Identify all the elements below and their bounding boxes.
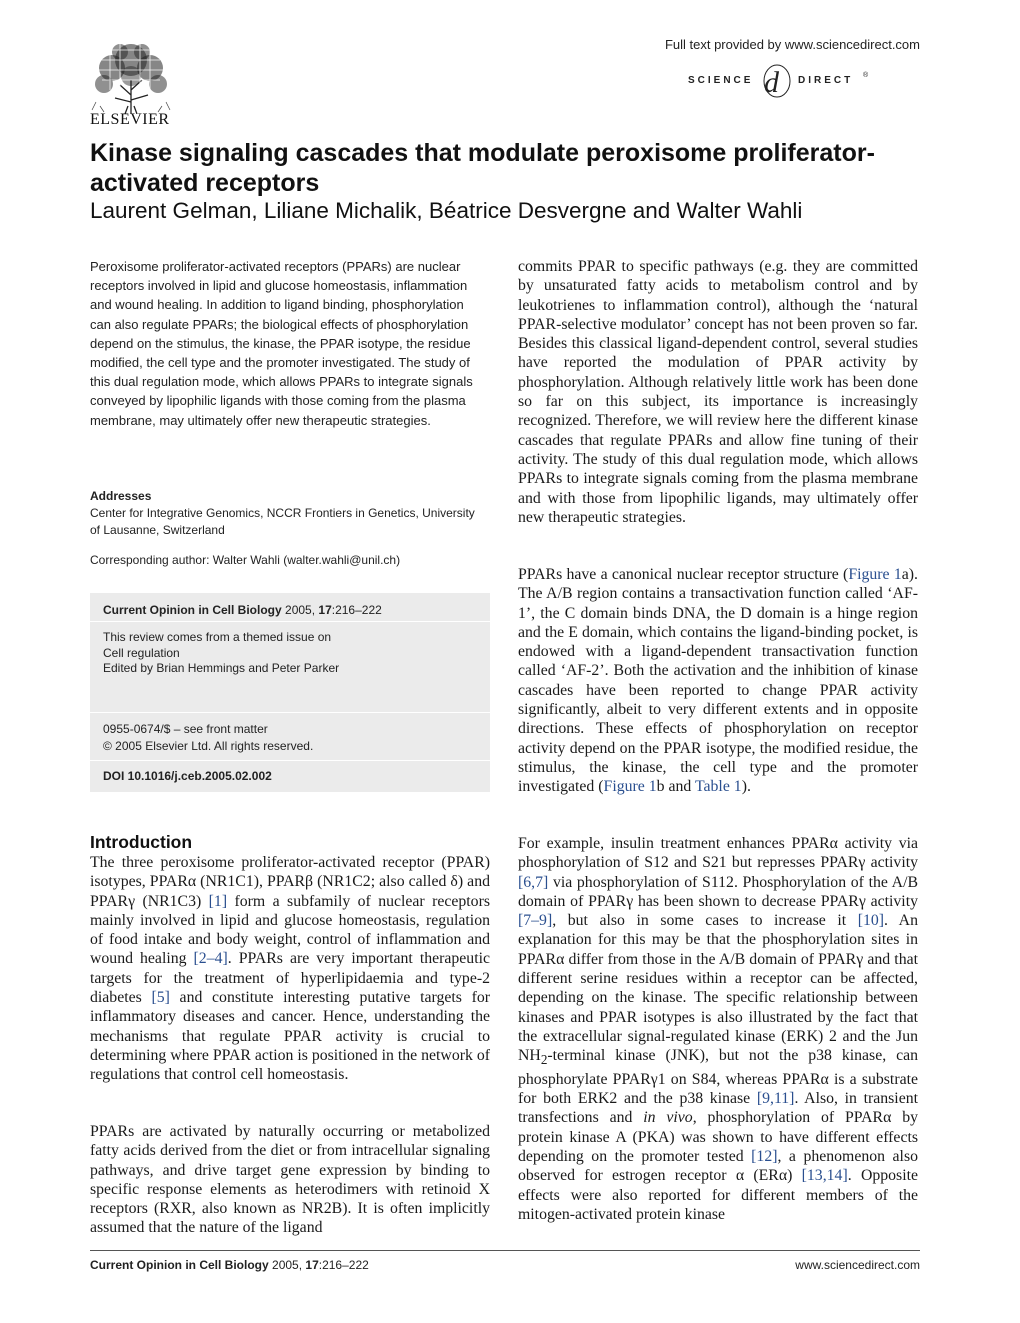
footer-citation — [90, 1258, 369, 1272]
body-paragraph-1: commits PPAR to specific pathways (e.g. they are committed by unsaturated fatty acids to metabolism control and by leukotrienes to inflammation control), although the ‘natural PPAR-selective modulator’ concept has not been proven so far. Besides this classical ligand-dependent control, several studies have reported the modulation of PPAR activity by phosphorylation. Although relatively little work has been done so far on this subject, its importance is increasingly recognized. Therefore, we will review here the different kinase cascades that regulate PPARs and allow fine tuning of their activity. The study of this dual regulation mode, which allows PPARs to integrate signals coming from the plasma membrane and with those from lipophilic ligands, may ultimately offer new therapeutic strategies. — [518, 258, 918, 526]
article-authors: Laurent Gelman, Liliane Michalik, Béatrice Desvergne and Walter Wahli — [90, 198, 803, 223]
text-run: via phosphorylation of S112. Phosphorylation of the A/B domain of PPARγ has been shown to decrease PPARγ activity — [518, 873, 918, 910]
elsevier-tree-logo — [90, 40, 172, 114]
text-run: a). The A/B region contains a transactivation function called ‘AF-1’, the C domain binds DNA, the D domain is a hinge region and the E domain, which contains the ligand-binding pocket, is endowed with a ligand-dependent transactivation function called ‘AF-2’. Both the activation and the inhibition of kinase cascades have been reported to change PPAR activity significantly, albeit to very different extents and in opposite directions. These effects of phosphorylation on receptor activity depend on the PPAR isotype, the modified residue, the stimulus, the kinase, the cell type and the promoter investigated ( — [518, 566, 918, 796]
corresponding-author: Corresponding author: Walter Wahli (walter.wahli@unil.ch) — [90, 553, 401, 567]
info-doi[interactable]: DOI 10.1016/j.ceb.2005.02.002 — [103, 769, 272, 783]
text-run: ). — [741, 778, 751, 796]
footer-volume: 17 — [305, 1258, 319, 1272]
text-run: . Also, in transient transfections and — [518, 1090, 918, 1127]
sd-logo-mark: ® — [863, 72, 869, 79]
citation-link[interactable]: [9,11] — [756, 1090, 795, 1108]
body-paragraph-2 — [518, 565, 918, 797]
footer-pages: :216–222 — [318, 1258, 369, 1272]
text-run: . Opposite effects were also reported for different members of the mitogen-activated protein kinase — [518, 1167, 918, 1223]
citation-link[interactable]: [5] — [151, 989, 170, 1007]
addresses-text: Center for Integrative Genomics, NCCR Frontiers in Genetics, University of Lausanne, Switzerland — [90, 506, 475, 537]
info-citation — [103, 603, 382, 617]
info-pages: :216–222 — [331, 603, 382, 617]
introduction-heading: Introduction — [90, 832, 193, 852]
info-journal-name: Current Opinion in Cell Biology — [103, 603, 282, 617]
addresses-heading: Addresses — [90, 489, 152, 503]
text-run: , but also in some cases to increase it — [552, 912, 858, 930]
citation-link[interactable]: [6,7] — [518, 873, 549, 891]
info-copyright: © 2005 Elsevier Ltd. All rights reserved. — [103, 739, 314, 753]
footer-url-link[interactable]: www.sciencedirect.com — [795, 1258, 920, 1272]
subscript: 2 — [540, 1052, 548, 1068]
text-run: and constitute interesting putative targets for inflammatory diseases and cancer. Hence, understanding the mechanisms that regulate PPAR activity is crucial to determining where PPAR action is positioned in the network of regulations that control cell homeostasis. — [90, 989, 491, 1084]
citation-link[interactable]: [7–9] — [518, 912, 553, 930]
introduction-paragraph-1 — [90, 853, 490, 1085]
info-rights — [103, 721, 313, 755]
sciencedirect-logo[interactable] — [688, 62, 920, 102]
text-run: The three peroxisome proliferator-activated receptor (PPAR) isotypes, PPARα (NR1C1), PPARβ (NR1C2; also called δ) and PPARγ (NR1C3) — [90, 854, 490, 910]
text-run: form a subfamily of nuclear receptors mainly involved in lipid and glucose homeostasis, regulation of food intake and body weight, control of inflammation and wound healing — [90, 892, 490, 968]
article-info-box — [90, 593, 490, 792]
info-theme-topic: Cell regulation — [103, 645, 180, 660]
footer-divider — [90, 1250, 920, 1251]
publisher-name: ELSEVIER — [90, 111, 170, 128]
text-run: For example, insulin treatment enhances PPARα activity via phosphorylation of S12 and S21 but represses PPARγ activity — [518, 835, 918, 872]
text-run: , phosphorylation of PPARα by protein kinase A (PKA) was shown to have different effects depending on the promoter tested — [518, 1109, 919, 1165]
text-run: b and — [656, 778, 695, 796]
citation-link[interactable]: [10] — [857, 912, 885, 930]
italic-term: in vivo — [643, 1109, 693, 1127]
footer-year: 2005, — [272, 1258, 303, 1272]
table-link[interactable]: Table 1 — [694, 778, 742, 796]
body-paragraph-3 — [518, 834, 918, 1224]
text-run: . PPARs are very important therapeutic targets for the treatment of hyperlipidaemia and type-2 diabetes — [90, 950, 490, 1007]
abstract: Peroxisome proliferator-activated receptors (PPARs) are nuclear receptors involved in lipid and glucose homeostasis, inflammation and wound healing. In addition to ligand binding, phosphorylation can also regulate PPARs; the biological effects of phosphorylation depend on the stimulus, the kinase, the PPAR isotype, the residue modified, the cell type and the promoter investigated. The study of this dual regulation mode, which allows PPARs to integrate signals conveyed by lipophilic ligands with those coming from the plasma membrane, may ultimately offer new therapeutic strategies. — [90, 259, 473, 428]
info-divider — [90, 760, 490, 761]
text-run: . An explanation for this may be that the phosphorylation sites in PPARα differ from those in the A/B domain of PPARγ and that different serine residues within a receptor can be affected, depending on the kinase. The specific relationship between kinases and PPAR isotypes is also illustrated by the fact that the extracellular signal-regulated kinase (ERK) 2 and the Jun NH — [518, 912, 918, 1065]
citation-link[interactable]: [2–4] — [193, 950, 228, 968]
info-theme-line: This review comes from a themed issue on — [103, 630, 332, 644]
info-year: 2005, — [285, 603, 316, 617]
info-issn: 0955-0674/$ – see front matter — [103, 722, 268, 736]
article-title: Kinase signaling cascades that modulate peroxisome proliferator-activated receptors — [90, 139, 875, 197]
footer-journal: Current Opinion in Cell Biology — [90, 1258, 269, 1272]
sd-logo-right: DIRECT — [798, 75, 854, 86]
citation-link[interactable]: [12] — [751, 1147, 778, 1165]
text-run: -terminal kinase (JNK), but not the p38 kinase, can phosphorylate PPARγ1 on S84, whereas PPARα is a substrate for both ERK2 and the p38 kinase — [518, 1047, 918, 1108]
sd-logo-left: SCIENCE — [688, 75, 754, 86]
figure-link[interactable]: Figure 1 — [603, 778, 657, 796]
sd-logo-letter: d — [764, 66, 779, 99]
text-run: PPARs have a canonical nuclear receptor structure ( — [518, 566, 849, 583]
citation-link[interactable]: [13,14] — [801, 1167, 848, 1185]
info-divider — [90, 621, 490, 622]
fulltext-provider-link[interactable]: Full text provided by www.sciencedirect.com — [664, 37, 920, 52]
figure-link[interactable]: Figure 1 — [848, 566, 902, 583]
info-editors: Edited by Brian Hemmings and Peter Parker — [103, 661, 340, 675]
info-volume: 17 — [318, 603, 332, 617]
citation-link[interactable]: [1] — [208, 892, 228, 910]
info-divider — [90, 712, 490, 713]
text-run: , a phenomenon also observed for estrogen receptor α (ERα) — [518, 1147, 918, 1185]
introduction-paragraph-2: PPARs are activated by naturally occurring or metabolized fatty acids derived from the diet or from intracellular signaling pathways, and drive target gene expression by binding to specific response elements as heterodimers with retinoid X receptors (RXR, also known as NR2B). It is often implicitly assumed that the nature of the ligand — [90, 1123, 490, 1237]
info-theme — [103, 630, 339, 677]
